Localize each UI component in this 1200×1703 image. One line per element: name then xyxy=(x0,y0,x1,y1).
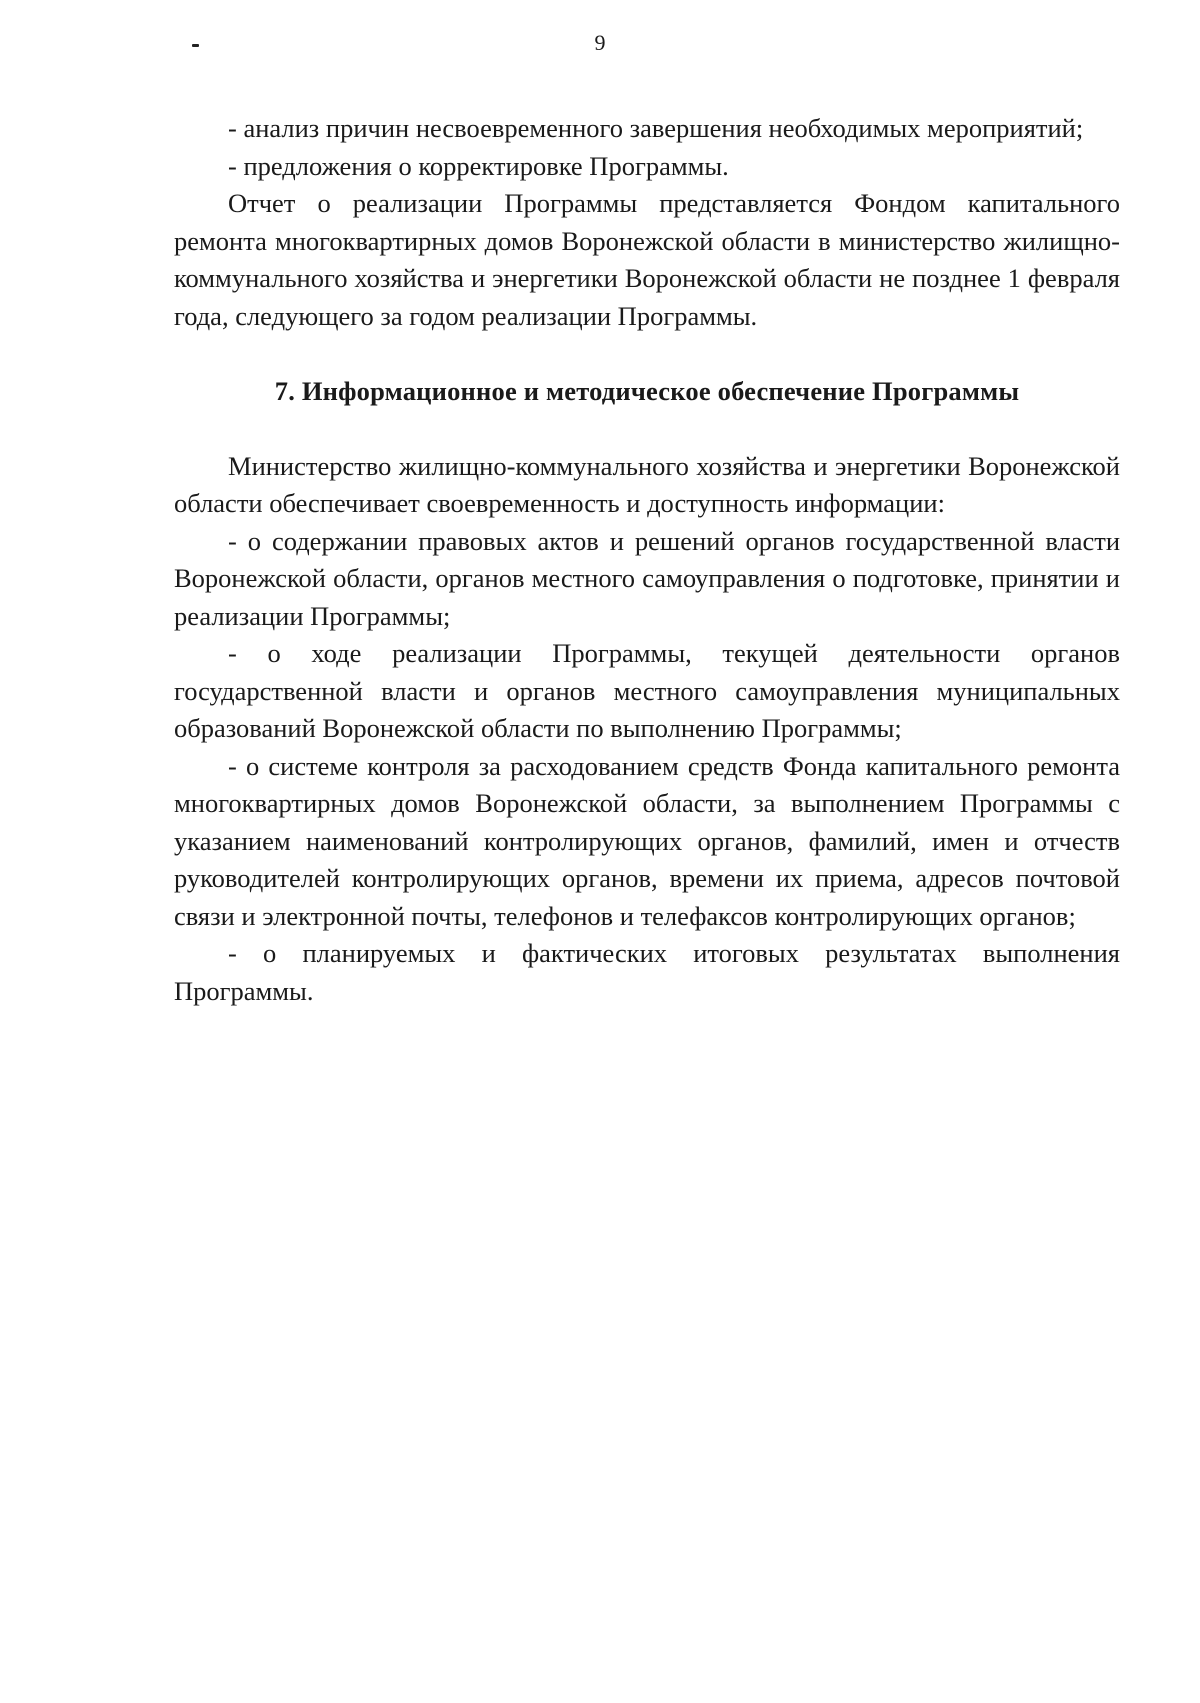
section-heading: 7. Информационное и методическое обеспечение Программы xyxy=(274,376,1020,406)
list-item-results: - о планируемых и фактических итоговых результатах выполнения Программы. xyxy=(174,938,1120,1006)
page-number: 9 xyxy=(594,30,606,55)
list-item-control-system: - о системе контроля за расходованием средств Фонда капитального ремонта многоквартирных домов Воронежской области, за выполнением Программы с указанием наименований контролирующих органов, фамилий, имен и отчеств руководителей контролирующих органов, времени их приема, адресов почтовой связи и электронной почты, телефонов и телефаксов контролирующих органов; xyxy=(174,750,1120,931)
list-item-progress: - о ходе реализации Программы, текущей деятельности органов государственной власти и органов местного самоуправления муниципальных образований Воронежской области по выполнению Программы; xyxy=(174,638,1120,743)
paragraph-proposals: - предложения о корректировке Программы. xyxy=(228,150,729,181)
document-body xyxy=(174,110,1120,1010)
section-intro: Министерство жилищно-коммунального хозяйства и энергетики Воронежской области обеспечивает своевременность и доступность информации: xyxy=(174,450,1120,518)
paragraph-report: Отчет о реализации Программы представляется Фондом капитального ремонта многоквартирных домов Воронежской области в министерство жилищно-коммунального хозяйства и энергетики Воронежской области не позднее 1 февраля года, следующего за годом реализации Программы. xyxy=(174,188,1120,331)
paragraph-analysis: - анализ причин несвоевременного завершения необходимых мероприятий; xyxy=(228,113,1084,143)
list-item-legal-acts: - о содержании правовых актов и решений органов государственной власти Воронежской области, органов местного самоуправления о подготовке, принятии и реализации Программы; xyxy=(174,525,1120,631)
